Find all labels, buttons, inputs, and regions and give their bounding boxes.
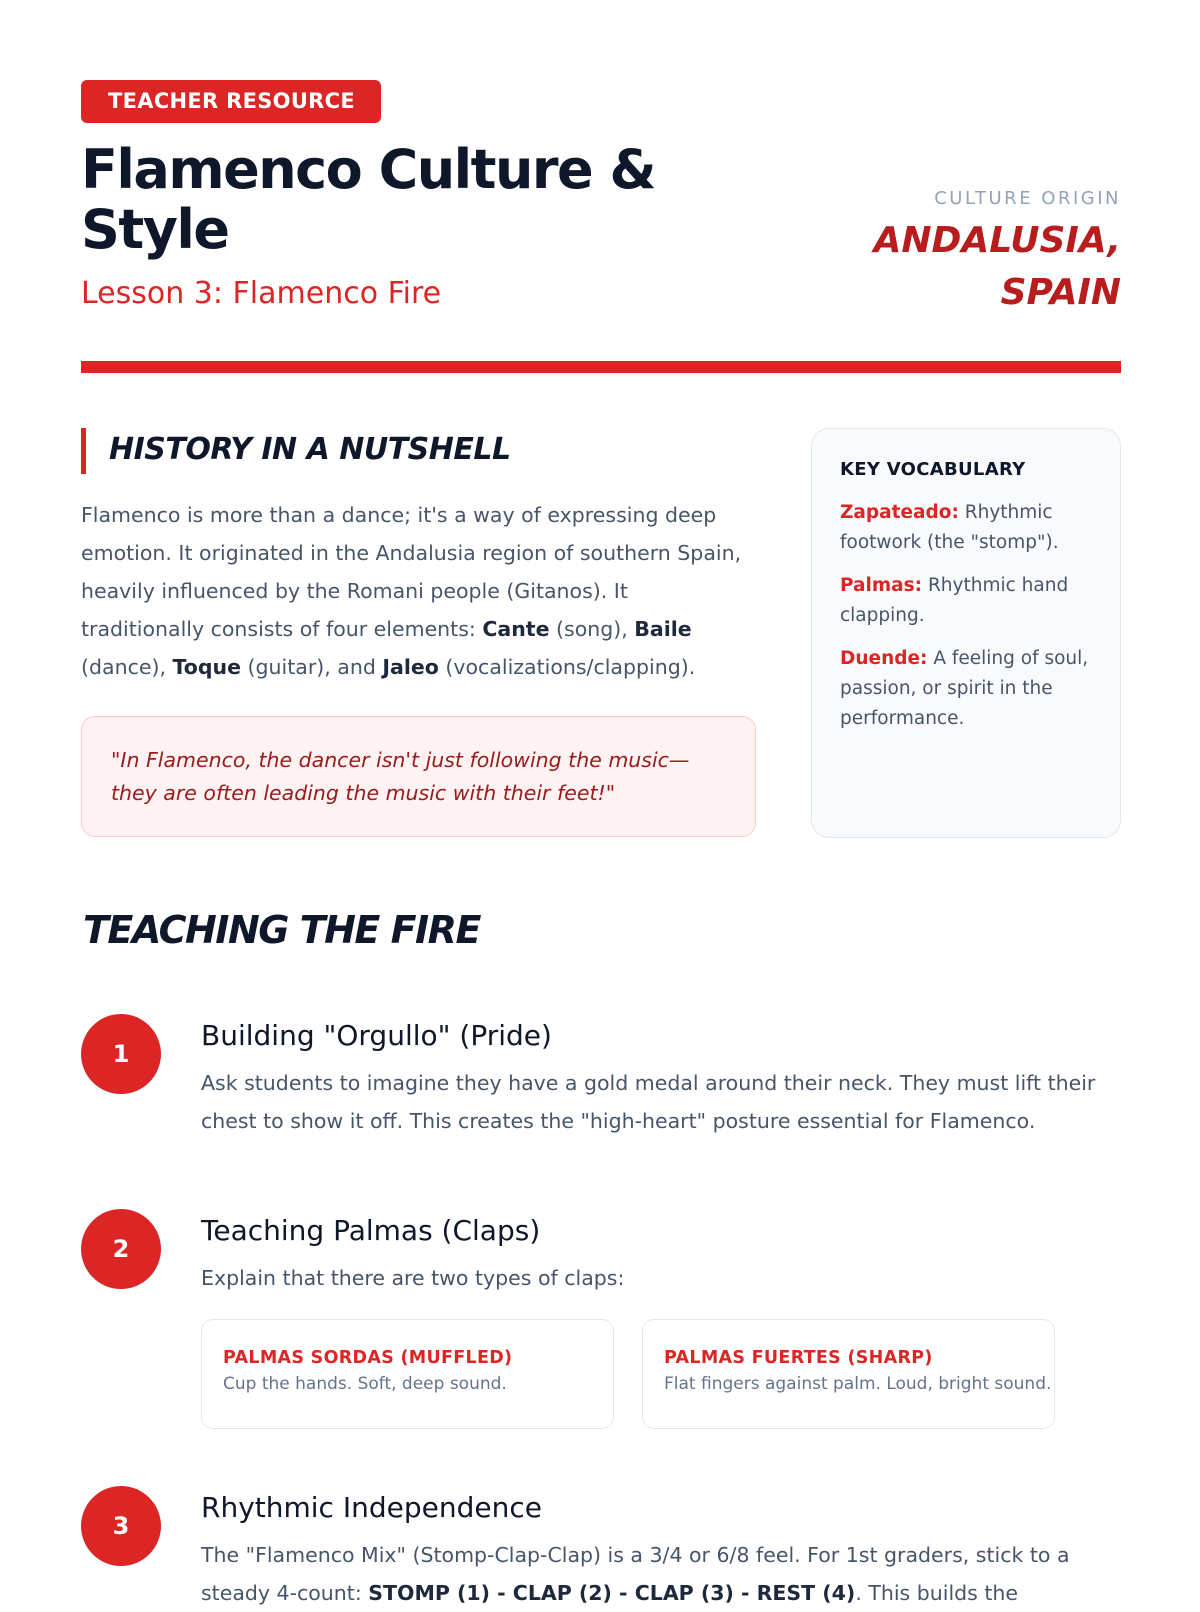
clap-name: PALMAS SORDAS (MUFFLED) xyxy=(223,1348,513,1368)
step-number-badge: 1 xyxy=(81,1014,161,1094)
step-body xyxy=(201,1209,1121,1429)
history-intro: Flamenco is more than a dance; it's a way of expressing deep emotion. It originated in the Andalusia region of southern Spain, heavily influenced by the Romani people (Gitanos). It traditionally consists of four elements: xyxy=(81,503,742,641)
vocab-term: Duende: xyxy=(840,648,928,669)
key-vocabulary-card xyxy=(811,428,1121,838)
teaching-fire-heading: TEACHING THE FIRE xyxy=(83,908,480,952)
vocab-term: Palmas: xyxy=(840,575,923,596)
culture-origin xyxy=(831,188,1121,319)
history-paragraph xyxy=(81,496,756,686)
quote-box: "In Flamenco, the dancer isn't just following the music—they are often leading the music with their feet!" xyxy=(81,716,756,837)
element-term-toque: Toque xyxy=(172,655,242,679)
teacher-resource-badge: TEACHER RESOURCE xyxy=(81,80,381,123)
step-title: Teaching Palmas (Claps) xyxy=(201,1214,541,1247)
step-number-badge: 3 xyxy=(81,1486,161,1566)
element-term-jaleo: Jaleo xyxy=(382,655,439,679)
element-desc-toque: (guitar), and xyxy=(241,655,383,679)
step-text: Explain that there are two types of claps: xyxy=(201,1266,625,1290)
step-title: Rhythmic Independence xyxy=(201,1491,542,1524)
step-text-start: The "Flamenco Mix" (Stomp-Clap-Clap) is a 3/4 or 6/8 feel. For 1st graders, stick to a steady 4-count: xyxy=(201,1543,1070,1605)
element-desc-baile: (dance), xyxy=(81,655,173,679)
clap-description: Flat fingers against palm. Loud, bright sound. xyxy=(664,1374,1052,1394)
vocab-definition: Rhythmic footwork (the "stomp"). xyxy=(840,502,1059,553)
header xyxy=(81,80,1121,332)
vocabulary-title: KEY VOCABULARY xyxy=(840,459,1026,480)
header-divider xyxy=(81,361,1121,373)
clap-description: Cup the hands. Soft, deep sound. xyxy=(223,1374,507,1394)
step-body xyxy=(201,1014,1121,1140)
culture-origin-value: ANDALUSIA, SPAIN xyxy=(873,220,1121,313)
vocab-item-palmas xyxy=(840,571,1092,631)
element-desc-cante: (song), xyxy=(549,617,635,641)
culture-origin-label: CULTURE ORIGIN xyxy=(934,188,1121,209)
lesson-page xyxy=(81,80,1121,1605)
page-title: Flamenco Culture & Style xyxy=(81,138,656,261)
vocab-term: Zapateado: xyxy=(840,502,959,523)
lesson-subtitle: Lesson 3: Flamenco Fire xyxy=(81,276,442,311)
rhythm-pattern: STOMP (1) - CLAP (2) - CLAP (3) - REST (4) xyxy=(368,1581,856,1605)
clap-types xyxy=(201,1319,1121,1429)
step-text: Ask students to imagine they have a gold medal around their neck. They must lift their chest to show it off. This creates the "high-heart" posture essential for Flamenco. xyxy=(201,1071,1096,1133)
clap-card-fuertes xyxy=(642,1319,1055,1429)
clap-name: PALMAS FUERTES (SHARP) xyxy=(664,1348,933,1368)
history-heading: HISTORY IN A NUTSHELL xyxy=(81,428,756,474)
vocab-item-zapateado xyxy=(840,498,1092,558)
vocab-definition: Rhythmic hand clapping. xyxy=(840,575,1069,626)
step-body xyxy=(201,1486,1121,1612)
vocab-item-duende xyxy=(840,644,1092,734)
step-text xyxy=(201,1536,1121,1612)
step-title: Building "Orgullo" (Pride) xyxy=(201,1019,552,1052)
element-term-baile: Baile xyxy=(634,617,692,641)
clap-card-sordas xyxy=(201,1319,614,1429)
vocab-definition: A feeling of soul, passion, or spirit in the performance. xyxy=(840,648,1089,729)
element-desc-jaleo: (vocalizations/clapping). xyxy=(438,655,696,679)
history-section xyxy=(81,428,756,837)
step-text-end: . This builds the xyxy=(855,1581,1019,1605)
element-term-cante: Cante xyxy=(482,617,550,641)
step-number-badge: 2 xyxy=(81,1209,161,1289)
